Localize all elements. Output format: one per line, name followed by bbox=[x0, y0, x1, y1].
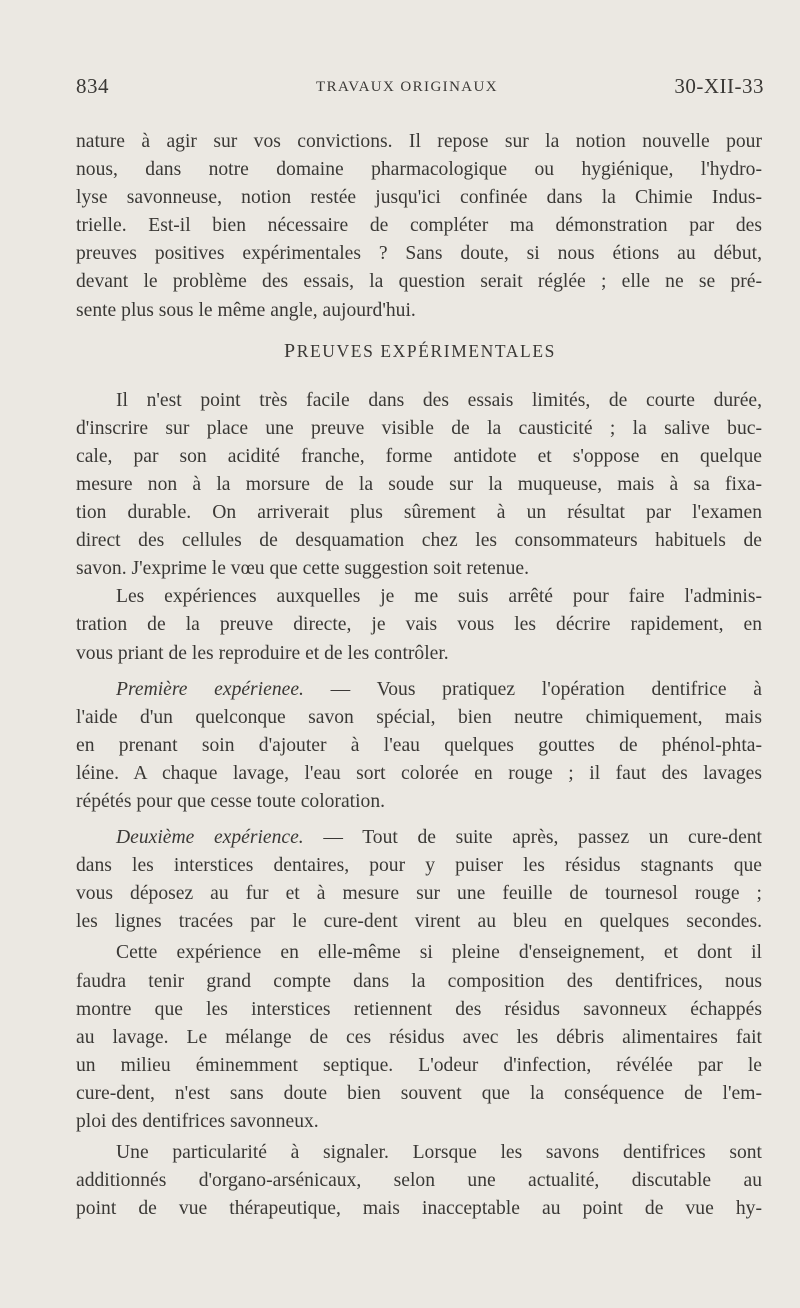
running-title: TRAVAUX ORIGINAUX bbox=[316, 79, 499, 95]
paragraph-particularity bbox=[76, 1139, 762, 1223]
text-line: un milieu éminemment septique. L'odeur d'infection, révélée par le bbox=[76, 1054, 762, 1076]
section-heading bbox=[76, 337, 762, 365]
text-line: répétés pour que cesse toute coloration. bbox=[76, 790, 386, 812]
paragraph-difficulty bbox=[76, 387, 762, 584]
text-line: cale, par son acidité franche, forme antidote et s'oppose en quelque bbox=[76, 445, 762, 467]
text-fragment: — Tout de suite après, passez un cure-dent bbox=[303, 827, 763, 849]
text-line: sente plus sous le même angle, aujourd'hui. bbox=[76, 299, 416, 321]
text-line: tration de la preuve directe, je vais vous les décrire rapidement, en bbox=[76, 614, 762, 636]
text-line bbox=[76, 676, 762, 704]
text-line: léine. A chaque lavage, l'eau sort colorée en rouge ; il faut des lavages bbox=[76, 762, 762, 784]
text-line: vous déposez au fur et à mesure sur une feuille de tournesol rouge ; bbox=[76, 883, 762, 905]
text-fragment: — Vous pratiquez l'opération dentifrice à bbox=[303, 678, 762, 700]
text-line: ploi des dentifrices savonneux. bbox=[76, 1111, 319, 1132]
running-header bbox=[76, 74, 766, 104]
text-line: vous priant de les reproduire et de les contrôler. bbox=[76, 642, 449, 664]
body-text bbox=[76, 128, 762, 1223]
text-line: faudra tenir grand compte dans la composition des dentifrices, nous bbox=[76, 970, 762, 992]
text-line: Les expériences auxquelles je me suis arrêté pour faire l'adminis- bbox=[116, 586, 762, 608]
text-line bbox=[76, 824, 762, 852]
paragraph-experiments-intro bbox=[76, 583, 762, 667]
page-number: 834 bbox=[76, 74, 109, 98]
text-line: au lavage. Le mélange de ces résidus avec les débris alimentaires fait bbox=[76, 1026, 762, 1048]
text-line: en prenant soin d'ajouter à l'eau quelques gouttes de phénol-phta- bbox=[76, 734, 762, 756]
text-line: devant le problème des essais, la question serait réglée ; elle ne se pré- bbox=[76, 271, 762, 293]
text-line: d'inscrire sur place une preuve visible de la causticité ; la salive buc- bbox=[76, 417, 762, 439]
text-line: savon. J'exprime le vœu que cette suggestion soit retenue. bbox=[76, 558, 529, 580]
text-line: l'aide d'un quelconque savon spécial, bien neutre chimiquement, mais bbox=[76, 706, 762, 728]
heading-rest: REUVES EXPÉRIMENTALES bbox=[296, 340, 556, 361]
text-line: nature à agir sur vos convictions. Il repose sur la notion nouvelle pour bbox=[76, 131, 762, 152]
paragraph-continuation bbox=[76, 128, 762, 325]
text-line: preuves positives expérimentales ? Sans doute, si nous étions au début, bbox=[76, 243, 762, 265]
text-line: les lignes tracées par le cure-dent virent au bleu en quelques secondes. bbox=[76, 911, 762, 933]
experiment-title: Deuxième expérience. bbox=[116, 827, 304, 849]
text-line: dans les interstices dentaires, pour y puiser les résidus stagnants que bbox=[76, 855, 762, 877]
text-line: Une particularité à signaler. Lorsque les savons dentifrices sont bbox=[116, 1142, 762, 1164]
text-line: additionnés d'organo-arsénicaux, selon une actualité, discutable au bbox=[76, 1170, 762, 1192]
paragraph-interpretation bbox=[76, 939, 762, 1136]
text-line: point de vue thérapeutique, mais inacceptable au point de vue hy- bbox=[76, 1198, 762, 1220]
text-line: tion durable. On arriverait plus sûrement à un résultat par l'examen bbox=[76, 502, 762, 524]
experiment-title: Première expérienee. bbox=[116, 678, 304, 700]
paragraph-first-experiment bbox=[76, 676, 762, 816]
issue-date: 30-XII-33 bbox=[674, 74, 764, 98]
text-line: nous, dans notre domaine pharmacologique ou hygiénique, l'hydro- bbox=[76, 159, 762, 181]
text-line: montre que les interstices retiennent des résidus savonneux échappés bbox=[76, 998, 762, 1020]
text-line: lyse savonneuse, notion restée jusqu'ici confinée dans la Chimie Indus- bbox=[76, 187, 762, 209]
paragraph-second-experiment bbox=[76, 824, 762, 936]
text-line: Il n'est point très facile dans des essais limités, de courte durée, bbox=[116, 389, 762, 411]
text-line: trielle. Est-il bien nécessaire de compléter ma démonstration par des bbox=[76, 215, 762, 237]
text-line: direct des cellules de desquamation chez les consommateurs habituels de bbox=[76, 530, 762, 552]
text-line: cure-dent, n'est sans doute bien souvent que la conséquence de l'em- bbox=[76, 1082, 762, 1104]
text-line: Cette expérience en elle-même si pleine d'enseignement, et dont il bbox=[116, 942, 762, 964]
text-line: mesure non à la morsure de la soude sur la muqueuse, mais à sa fixa- bbox=[76, 473, 762, 495]
heading-initial: P bbox=[284, 339, 297, 362]
